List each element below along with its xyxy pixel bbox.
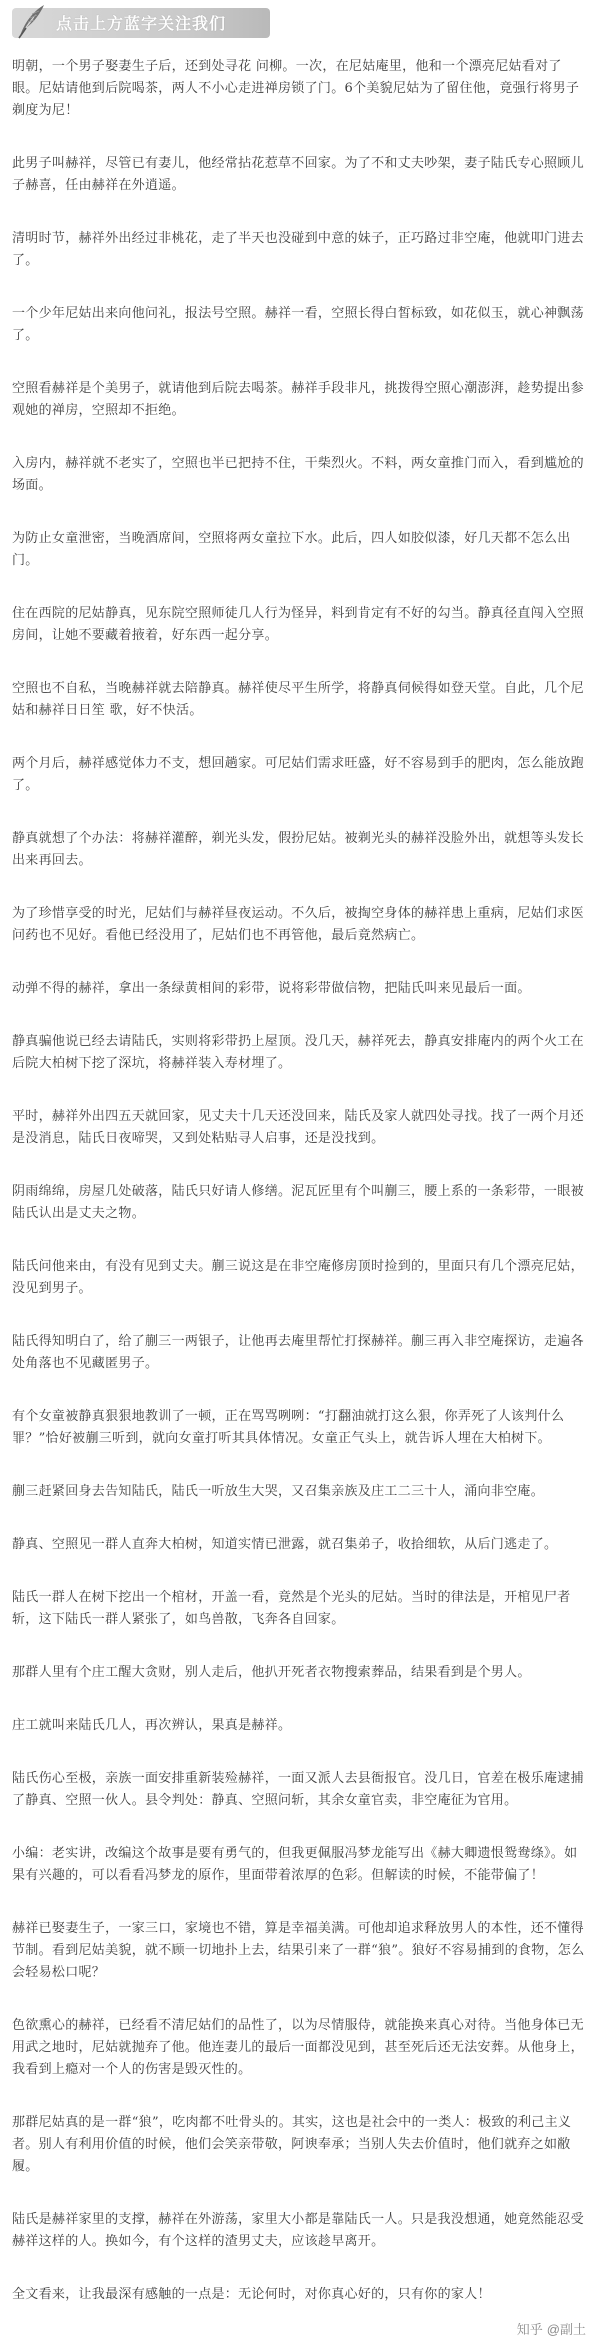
paragraph: 两个月后，赫祥感觉体力不支，想回趟家。可尼姑们需求旺盛，好不容易到手的肥肉，怎么能放跑了。 — [12, 756, 584, 793]
paragraph: 那群人里有个庄工醒大贪财，别人走后，他扒开死者衣物搜索葬品，结果看到是个男人。 — [12, 1665, 531, 1680]
paragraph: 有个女童被静真狠狠地教训了一顿，正在骂骂咧咧：“打翻油就打这么狠，你弄死了人该判什么罪？”恰好被蒯三听到，就向女童打听其具体情况。女童正气头上，就告诉人埋在大柏树下。 — [12, 1409, 565, 1446]
paragraph: 那群尼姑真的是一群“狼”，吃肉都不吐骨头的。其实，这也是社会中的一类人：极致的利己主义者。别人有利用价值的时候，他们会笑亲带敬，阿谀奉承；当别人失去价值时，他们就弃之如敝履。 — [12, 2115, 572, 2174]
paragraph: 阴雨绵绵，房屋几处破落，陆氏只好请人修缮。泥瓦匠里有个叫蒯三，腰上系的一条彩带，一眼被陆氏认出是丈夫之物。 — [12, 1184, 584, 1221]
paragraph: 为了珍惜享受的时光，尼姑们与赫祥昼夜运动。不久后，被掏空身体的赫祥患上重病，尼姑们求医问药也不见好。看他已经没用了，尼姑们也不再管他，最后竟然病亡。 — [12, 906, 584, 943]
paragraph: 庄工就叫来陆氏几人，再次辨认，果真是赫祥。 — [12, 1718, 292, 1733]
watermark — [517, 2319, 586, 2338]
paragraph: 陆氏一群人在树下挖出一个棺材，开盖一看，竟然是个光头的尼姑。当时的律法是，开棺见尸者斩，这下陆氏一群人紧张了，如鸟兽散，飞奔各自回家。 — [12, 1590, 571, 1627]
paragraph: 静真骗他说已经去请陆氏，实则将彩带扔上屋顶。没几天，赫祥死去，静真安排庵内的两个火工在后院大柏树下挖了深坑，将赫祥装入寿材埋了。 — [12, 1034, 584, 1071]
paragraph: 蒯三赶紧回身去告知陆氏，陆氏一听放生大哭，又召集亲族及庄工二三十人，涌向非空庵。 — [12, 1484, 545, 1499]
paragraph: 空照看赫祥是个美男子，就请他到后院去喝茶。赫祥手段非凡，挑拨得空照心潮澎湃，趁势提出参观她的禅房，空照却不拒绝。 — [12, 381, 584, 418]
paragraph: 赫祥已娶妻生子，一家三口，家境也不错，算是幸福美满。可他却追求释放男人的本性，还不懂得节制。看到尼姑美貌，就不顾一切地扑上去，结果引来了一群“狼”。狼好不容易捕到的食物，怎么会轻易松口呢？ — [12, 1921, 585, 1980]
paragraph: 静真、空照见一群人直奔大柏树，知道实情已泄露，就召集弟子，收拾细软，从后门逃走了。 — [12, 1537, 558, 1552]
article-page — [0, 2, 600, 2344]
paragraph: 平时，赫祥外出四五天就回家，见丈夫十几天还没回来，陆氏及家人就四处寻找。找了一两个月还是没消息，陆氏日夜啼哭，又到处粘贴寻人启事，还是没找到。 — [12, 1109, 584, 1146]
banner-text: 点击上方蓝字关注我们 — [56, 13, 227, 33]
watermark-author: @副土 — [546, 2322, 586, 2337]
paragraph: 为防止女童泄密，当晚酒席间，空照将两女童拉下水。此后，四人如胶似漆，好几天都不怎么出门。 — [12, 531, 571, 568]
paragraph: 色欲熏心的赫祥，已经看不清尼姑们的品性了，以为尽情服侍，就能换来真心对待。当他身体已无用武之地时，尼姑就抛弃了他。他连妻儿的最后一面都没见到，甚至死后还无法安葬。从他身上，我看到上瘾对一个人的伤害是毁灭性的。 — [12, 2018, 584, 2077]
paragraph: 小编：老实讲，改编这个故事是要有勇气的，但我更佩服冯梦龙能写出《赫大卿遗恨鸳鸯绦》。如果有兴趣的，可以看看冯梦龙的原作，里面带着浓厚的色彩。但解读的时候，不能带偏了！ — [12, 1846, 578, 1883]
paragraph: 一个少年尼姑出来向他问礼，报法号空照。赫祥一看，空照长得白皙标致，如花似玉，就心神飘荡了。 — [12, 306, 584, 343]
paragraph: 空照也不自私，当晚赫祥就去陪静真。赫祥使尽平生所学，将静真伺候得如登天堂。自此，几个尼姑和赫祥日日笙 歌，好不快活。 — [12, 681, 584, 718]
paragraph: 全文看来，让我最深有感触的一点是：无论何时，对你真心好的，只有你的家人！ — [12, 2287, 491, 2302]
watermark-brand: 知乎 — [516, 2322, 543, 2337]
paragraph: 入房内，赫祥就不老实了，空照也半已把持不住，干柴烈火。不料，两女童推门而入，看到尴尬的场面。 — [12, 456, 584, 493]
paragraph: 陆氏问他来由，有没有见到丈夫。蒯三说这是在非空庵修房顶时捡到的，里面只有几个漂亮尼姑，没见到男子。 — [12, 1259, 584, 1296]
paragraph: 陆氏伤心至极，亲族一面安排重新装殓赫祥，一面又派人去县衙报官。没几日，官差在极乐庵逮捕了静真、空照一伙人。县令判处：静真、空照问斩，其余女童官卖，非空庵征为官用。 — [12, 1771, 584, 1808]
paragraph: 陆氏是赫祥家里的支撑，赫祥在外游荡，家里大小都是靠陆氏一人。只是我没想通，她竟然能忍受赫祥这样的人。换如今，有个这样的渣男丈夫，应该趁早离开。 — [12, 2212, 584, 2249]
paragraph: 此男子叫赫祥，尽管已有妻儿，他经常拈花惹草不回家。为了不和丈夫吵架，妻子陆氏专心照顾儿子赫喜，任由赫祥在外逍遥。 — [12, 156, 584, 193]
follow-banner[interactable] — [12, 2, 588, 42]
paragraph: 清明时节，赫祥外出经过非桃花，走了半天也没碰到中意的妹子，正巧路过非空庵，他就叩门进去了。 — [12, 231, 584, 268]
paragraph: 动弹不得的赫祥，拿出一条绿黄相间的彩带，说将彩带做信物，把陆氏叫来见最后一面。 — [12, 981, 531, 996]
feather-pen-icon — [14, 2, 48, 42]
article-body — [12, 56, 588, 2306]
paragraph: 住在西院的尼姑静真，见东院空照师徒几人行为怪异，料到肯定有不好的勾当。静真径直闯入空照房间，让她不要藏着掖着，好东西一起分享。 — [12, 606, 584, 643]
paragraph: 静真就想了个办法：将赫祥灌醉，剃光头发，假扮尼姑。被剃光头的赫祥没脸外出，就想等头发长出来再回去。 — [12, 831, 584, 868]
paragraph: 明朝，一个男子娶妻生子后，还到处寻花 问柳。一次，在尼姑庵里，他和一个漂亮尼姑看对了眼。尼姑请他到后院喝茶，两人不小心走进禅房锁了门。6个美貌尼姑为了留住他，竟强行将男子剃度为尼！ — [12, 59, 580, 118]
paragraph: 陆氏得知明白了，给了蒯三一两银子，让他再去庵里帮忙打探赫祥。蒯三再入非空庵探访，走遍各处角落也不见藏匿男子。 — [12, 1334, 584, 1371]
